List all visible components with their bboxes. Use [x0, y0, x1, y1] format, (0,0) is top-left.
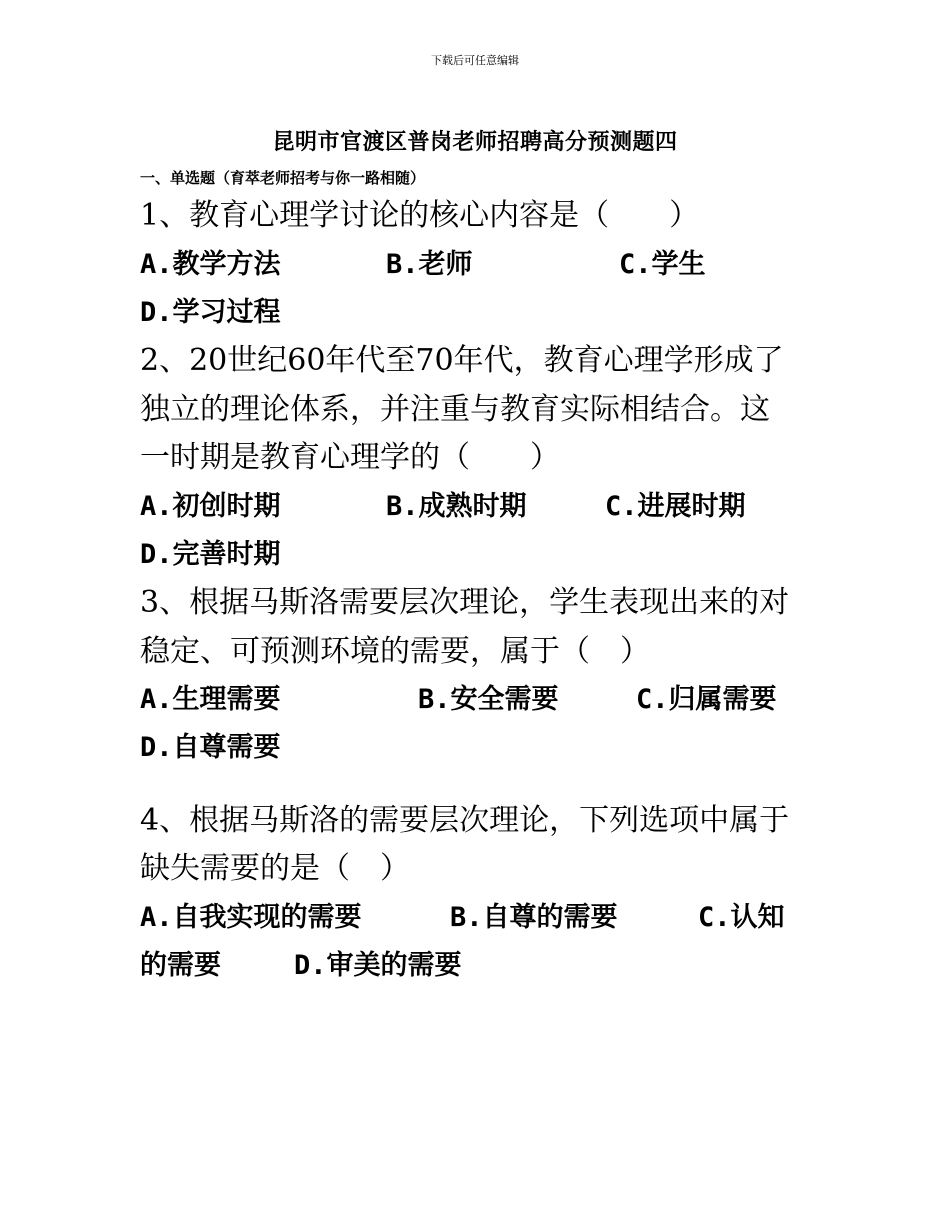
question-3-line-2: 稳定、可预测环境的需要，属于（ ）	[140, 634, 650, 669]
q1-option-b: B.老师	[386, 249, 473, 280]
question-4-line-1: 4、根据马斯洛的需要层次理论，下列选项中属于	[140, 803, 790, 838]
q4-option-b: B.自尊的需要	[450, 902, 618, 933]
question-1-options	[0, 245, 950, 285]
question-2-options-row-2	[0, 535, 950, 575]
q3-option-b: B.安全需要	[418, 684, 559, 715]
question-3-options	[0, 680, 950, 720]
question-4-options	[0, 898, 950, 938]
question-2-line-1: 2、20世纪60年代至70年代，教育心理学形成了	[140, 343, 784, 378]
header-note: 下载后可任意编辑	[431, 54, 519, 67]
question-1-text: 1、教育心理学讨论的核心内容是（ ）	[140, 198, 700, 233]
q1-option-a: A.教学方法	[140, 249, 281, 280]
question-4-options-row-2	[0, 946, 950, 986]
question-2-options	[0, 487, 950, 527]
question-3-options-row-2	[0, 728, 950, 768]
question-2-line-3: 一时期是教育心理学的（ ）	[140, 440, 560, 475]
q3-option-d: D.自尊需要	[140, 732, 281, 763]
q4-option-a: A.自我实现的需要	[140, 902, 362, 933]
q1-option-c: C.学生	[619, 249, 706, 280]
q3-option-a: A.生理需要	[140, 684, 281, 715]
q2-option-a: A.初创时期	[140, 491, 281, 522]
question-4-line-2: 缺失需要的是（ ）	[140, 851, 410, 886]
question-3-line-1: 3、根据马斯洛需要层次理论，学生表现出来的对	[140, 585, 790, 620]
question-2-line-2: 独立的理论体系，并注重与教育实际相结合。这	[140, 392, 770, 427]
q4-option-c: C.认知	[698, 902, 785, 933]
q1-option-d: D.学习过程	[140, 297, 281, 328]
q4-option-d: D.审美的需要	[294, 950, 462, 981]
q2-option-d: D.完善时期	[140, 539, 281, 570]
q3-option-c: C.归属需要	[636, 684, 777, 715]
section-heading: 一、单选题（育萃老师招考与你一路相随）	[140, 169, 426, 187]
document-title: 昆明市官渡区普岗老师招聘高分预测题四	[272, 129, 678, 155]
q4-option-c-continued: 的需要	[140, 950, 221, 981]
question-1-options-row-2	[0, 293, 950, 333]
q2-option-c: C.进展时期	[605, 491, 746, 522]
q2-option-b: B.成熟时期	[386, 491, 527, 522]
